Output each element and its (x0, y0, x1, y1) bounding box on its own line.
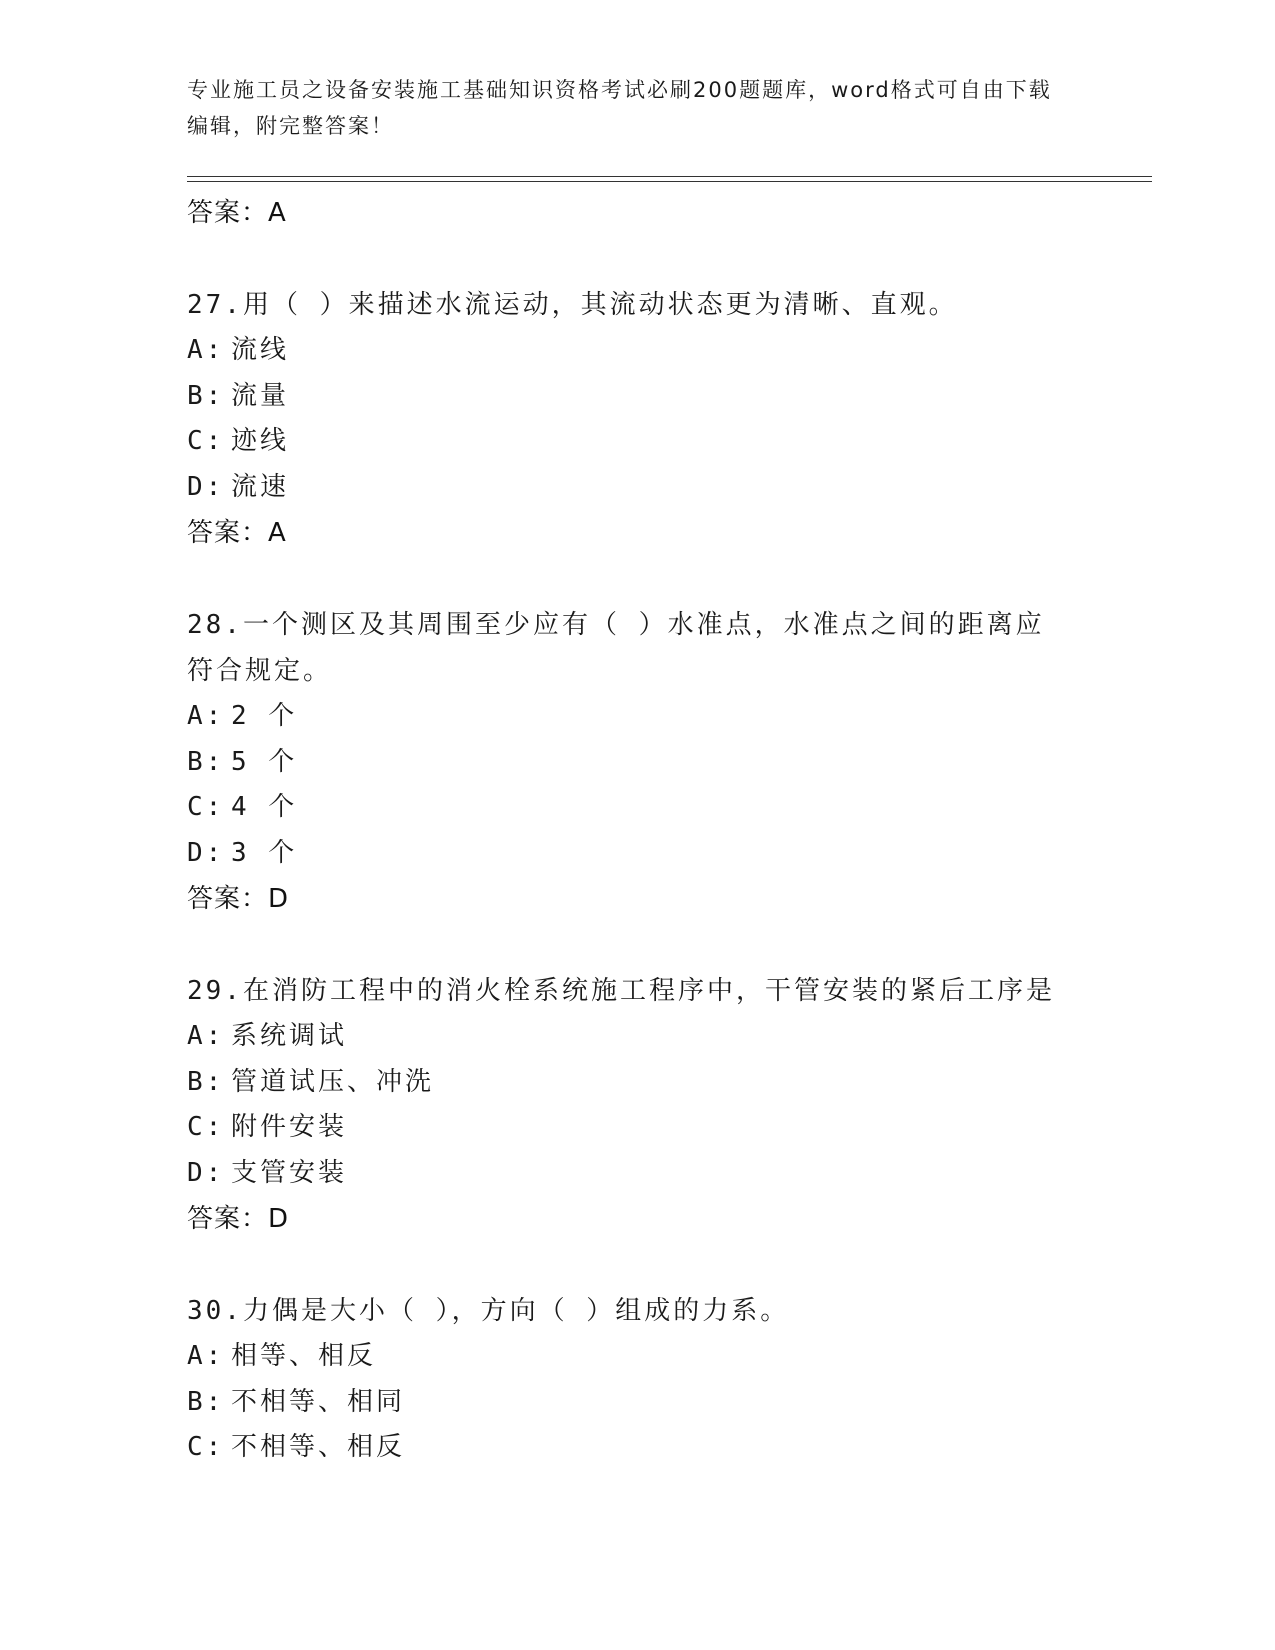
option-text: 迹线 (231, 426, 290, 456)
option-text: 5 个 (231, 746, 298, 777)
header-divider-top (187, 176, 1152, 177)
question-stem: 27.用（ ）来描述水流运动，其流动状态更为清晰、直观。 (187, 290, 958, 320)
option-a (187, 328, 1067, 374)
spacer (187, 1242, 1067, 1288)
option-text: 支管安装 (231, 1157, 348, 1188)
answer-line: 答案：A (187, 518, 287, 548)
option-key: A: (187, 1341, 225, 1371)
option-key: D: (187, 1157, 225, 1188)
option-a (187, 1334, 1067, 1380)
option-d (187, 465, 1067, 511)
answer-line: 答案：A (187, 198, 287, 228)
option-text: 3 个 (231, 837, 298, 868)
option-text: 4 个 (231, 792, 298, 822)
option-c (187, 1425, 1067, 1471)
option-b (187, 1380, 1067, 1426)
document-header: 专业施工员之设备安装施工基础知识资格考试必刷200题题库，word格式可自由下载编辑，附完整答案！ (187, 78, 1052, 138)
question-list (187, 190, 1067, 1471)
option-a (187, 1014, 1067, 1060)
question-stem: 29.在消防工程中的消火栓系统施工程序中，干管安装的紧后工序是 (187, 976, 1055, 1006)
option-b (187, 374, 1067, 420)
answer-line: 答案：D (187, 1204, 290, 1234)
option-text: 流速 (231, 471, 290, 502)
option-key: A: (187, 701, 225, 731)
option-key: B: (187, 380, 225, 411)
option-key: C: (187, 792, 225, 822)
option-text: 不相等、相同 (231, 1386, 406, 1417)
option-c (187, 1105, 1067, 1151)
option-key: C: (187, 1432, 225, 1462)
option-a (187, 694, 1067, 740)
option-key: A: (187, 1021, 225, 1051)
option-text: 2 个 (231, 701, 298, 731)
option-d (187, 1151, 1067, 1197)
answer-line: 答案：D (187, 884, 290, 914)
option-d (187, 831, 1067, 877)
option-text: 流线 (231, 335, 290, 365)
option-text: 相等、相反 (231, 1341, 377, 1371)
option-text: 系统调试 (231, 1021, 348, 1051)
question-block (187, 968, 1067, 1242)
option-key: C: (187, 426, 225, 456)
spacer (187, 922, 1067, 968)
option-key: B: (187, 1386, 225, 1417)
option-key: A: (187, 335, 225, 365)
option-b (187, 1060, 1067, 1106)
option-key: C: (187, 1112, 225, 1142)
question-stem: 30.力偶是大小（ ），方向（ ）组成的力系。 (187, 1296, 790, 1326)
spacer (187, 556, 1067, 602)
question-block (187, 282, 1067, 556)
option-text: 附件安装 (231, 1112, 348, 1142)
spacer (187, 236, 1067, 282)
option-key: B: (187, 1066, 225, 1097)
option-c (187, 419, 1067, 465)
option-text: 管道试压、冲洗 (231, 1066, 435, 1097)
question-block (187, 602, 1067, 922)
question-block (187, 1288, 1067, 1471)
question-stem: 28.一个测区及其周围至少应有（ ）水准点，水准点之间的距离应符合规定。 (187, 610, 1045, 686)
option-b (187, 740, 1067, 786)
option-key: D: (187, 471, 225, 502)
option-text: 不相等、相反 (231, 1432, 406, 1462)
option-text: 流量 (231, 380, 290, 411)
header-divider-bottom (187, 181, 1152, 182)
option-c (187, 785, 1067, 831)
option-key: B: (187, 746, 225, 777)
option-key: D: (187, 837, 225, 868)
